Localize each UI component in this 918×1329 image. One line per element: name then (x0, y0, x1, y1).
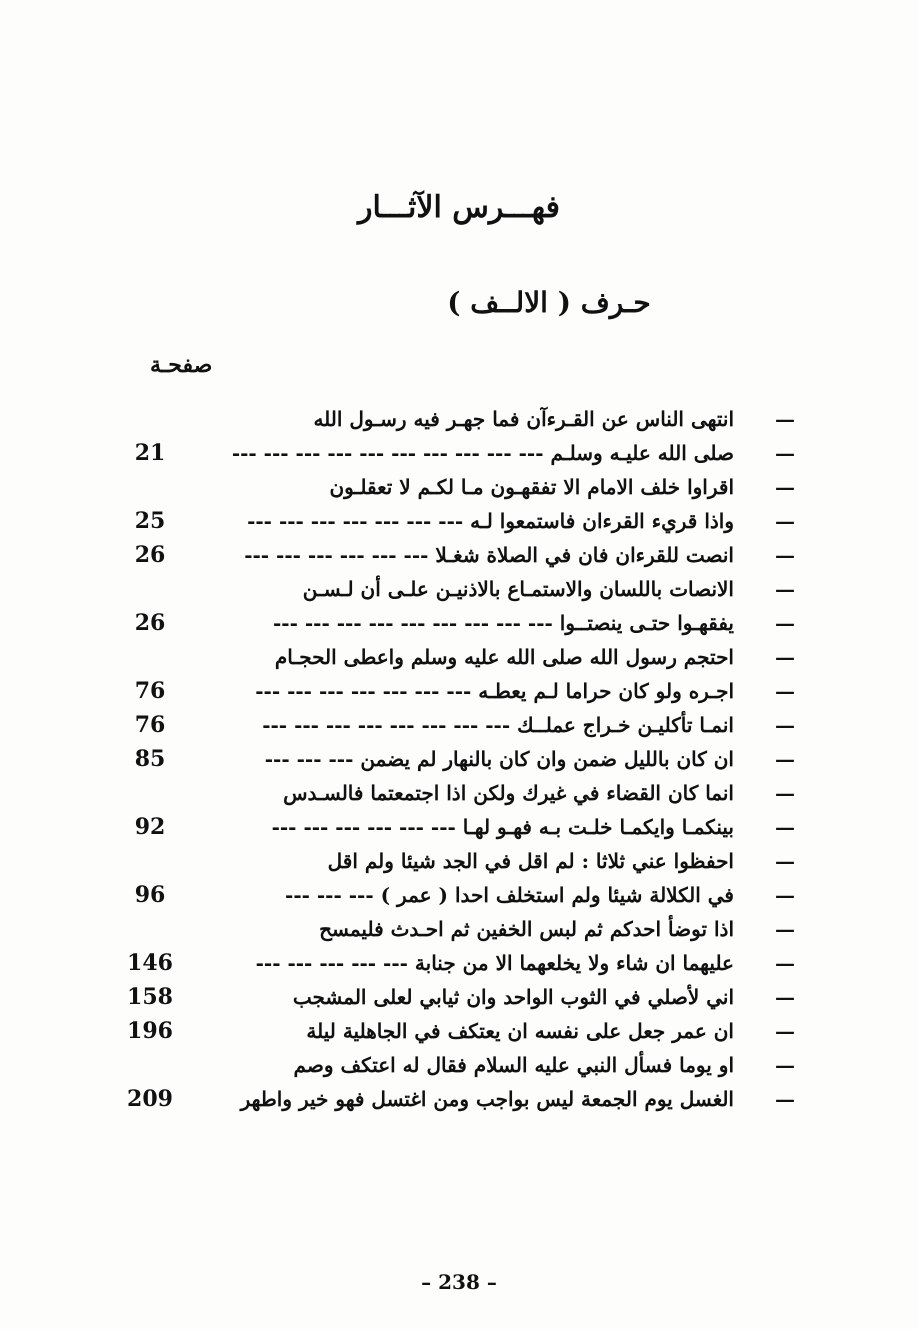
index-entry (120, 980, 800, 1014)
page-number-footer: – 238 – (421, 1270, 497, 1294)
entry-line (120, 878, 800, 912)
index-entry (120, 470, 800, 538)
index-entry (120, 742, 800, 776)
index-entry (120, 776, 800, 844)
entry-dash-marker: — (775, 985, 795, 1009)
entry-text: احفظوا عني ثلاثا : لم اقل في الجد شيئا ولم اقل (327, 849, 734, 873)
index-list (120, 402, 800, 1116)
entry-line (120, 674, 800, 708)
entry-text: الانصات باللسان والاستمـاع بالاذنيـن علـى أن لـسـن (302, 577, 734, 601)
entry-dash-marker: — (775, 441, 795, 465)
entry-text: في الكلالة شيئا ولم استخلف احدا ( عمر ) --- --- --- (285, 883, 734, 907)
entry-line (120, 606, 800, 640)
entry-text: بينكمـا وايكمـا خلـت بـه فهـو لهـا --- --- --- --- --- --- (271, 815, 734, 839)
entry-dash-marker: — (775, 815, 795, 839)
entry-page-number: 26 (134, 610, 166, 636)
entry-text: اذا توضأ احدكم ثم لبس الخفين ثم احـدث فليمسح (319, 917, 734, 941)
entry-dash-marker: — (775, 849, 795, 873)
index-entry (120, 402, 800, 470)
entry-text: صلى الله عليـه وسلـم --- --- --- --- --- --- --- --- --- --- (231, 441, 734, 465)
entry-text: واذا قريء القرءان فاستمعوا لـه --- --- --- --- --- --- --- (247, 509, 734, 533)
entry-page-number: 26 (134, 542, 166, 568)
index-entry (120, 1082, 800, 1116)
entry-line (120, 946, 800, 980)
entry-dash-marker: — (775, 1053, 795, 1077)
entry-text: اجـره ولو كان حراما لـم يعطـه --- --- --- --- --- --- --- (255, 679, 734, 703)
entry-text: انتهى الناس عن القـرءآن فما جهـر فيه رسـول الله (313, 407, 734, 431)
section-heading: حـرف ( الالــف ) (447, 286, 651, 319)
entry-text: ان كان بالليل ضمن وان كان بالنهار لم يضمن --- --- --- (264, 747, 734, 771)
entry-line (120, 1082, 800, 1116)
entry-text: اني لأصلي في الثوب الواحد وان ثيابي لعلى المشجب (292, 985, 734, 1009)
index-entry (120, 640, 800, 708)
entry-line (120, 1048, 800, 1082)
entry-line (120, 436, 800, 470)
entry-line (120, 776, 800, 810)
entry-text: او يوما فسأل النبي عليه السلام فقال له اعتكف وصم (293, 1053, 734, 1077)
page-column-label: صفحـة (150, 352, 213, 378)
entry-dash-marker: — (775, 917, 795, 941)
entry-page-number: 21 (134, 440, 166, 466)
entry-text: ان عمر جعل على نفسه ان يعتكف في الجاهلية ليلة (306, 1019, 734, 1043)
entry-line (120, 844, 800, 878)
entry-text: احتجم رسول الله صلى الله عليه وسلم واعطى الحجـام (274, 645, 734, 669)
entry-text: اقراوا خلف الامام الا تفقهـون مـا لكـم لا تعقلـون (329, 475, 734, 499)
entry-dash-marker: — (775, 509, 795, 533)
entry-page-number: 158 (127, 984, 173, 1010)
entry-dash-marker: — (775, 577, 795, 601)
entry-dash-marker: — (775, 883, 795, 907)
entry-page-number: 76 (134, 678, 166, 704)
entry-page-number: 196 (127, 1018, 173, 1044)
page-title: فهـــرس الآثـــار (358, 190, 560, 225)
entry-text: الغسل يوم الجمعة ليس بواجب ومن اغتسل فهو خير واطهر (240, 1087, 734, 1111)
entry-dash-marker: — (775, 951, 795, 975)
entry-dash-marker: — (775, 475, 795, 499)
entry-dash-marker: — (775, 1087, 795, 1111)
entry-dash-marker: — (775, 679, 795, 703)
index-entry (120, 572, 800, 640)
entry-line (120, 810, 800, 844)
entry-page-number: 92 (134, 814, 166, 840)
entry-dash-marker: — (775, 1019, 795, 1043)
entry-line (120, 538, 800, 572)
index-entry (120, 912, 800, 980)
entry-line (120, 640, 800, 674)
index-entry (120, 708, 800, 742)
entry-text: عليهما ان شاء ولا يخلعهما الا من جنابة --- --- --- --- --- (255, 951, 734, 975)
index-entry (120, 1014, 800, 1082)
entry-page-number: 85 (134, 746, 166, 772)
entry-dash-marker: — (775, 407, 795, 431)
index-entry (120, 538, 800, 572)
entry-text: انمـا تأكليـن خـراج عملــك --- --- --- --- --- --- --- --- (262, 713, 734, 737)
entry-dash-marker: — (775, 645, 795, 669)
entry-line (120, 504, 800, 538)
entry-dash-marker: — (775, 611, 795, 635)
entry-text: انصت للقرءان فان في الصلاة شغـلا --- --- --- --- --- --- (244, 543, 734, 567)
entry-line (120, 1014, 800, 1048)
entry-line (120, 470, 800, 504)
index-entry (120, 844, 800, 878)
entry-line (120, 572, 800, 606)
entry-line (120, 980, 800, 1014)
entry-page-number: 146 (127, 950, 173, 976)
entry-dash-marker: — (775, 781, 795, 805)
entry-page-number: 96 (134, 882, 166, 908)
entry-line (120, 742, 800, 776)
entry-page-number: 25 (134, 508, 166, 534)
entry-line (120, 402, 800, 436)
entry-line (120, 708, 800, 742)
entry-line (120, 912, 800, 946)
entry-dash-marker: — (775, 543, 795, 567)
entry-page-number: 209 (127, 1086, 173, 1112)
entry-text: يفقهـوا حتـى ينصتــوا --- --- --- --- --- --- --- --- --- (273, 611, 734, 635)
entry-dash-marker: — (775, 747, 795, 771)
index-entry (120, 878, 800, 912)
entry-page-number: 76 (134, 712, 166, 738)
entry-dash-marker: — (775, 713, 795, 737)
entry-text: انما كان القضاء في غيرك ولكن اذا اجتمعتما فالسـدس (283, 781, 734, 805)
